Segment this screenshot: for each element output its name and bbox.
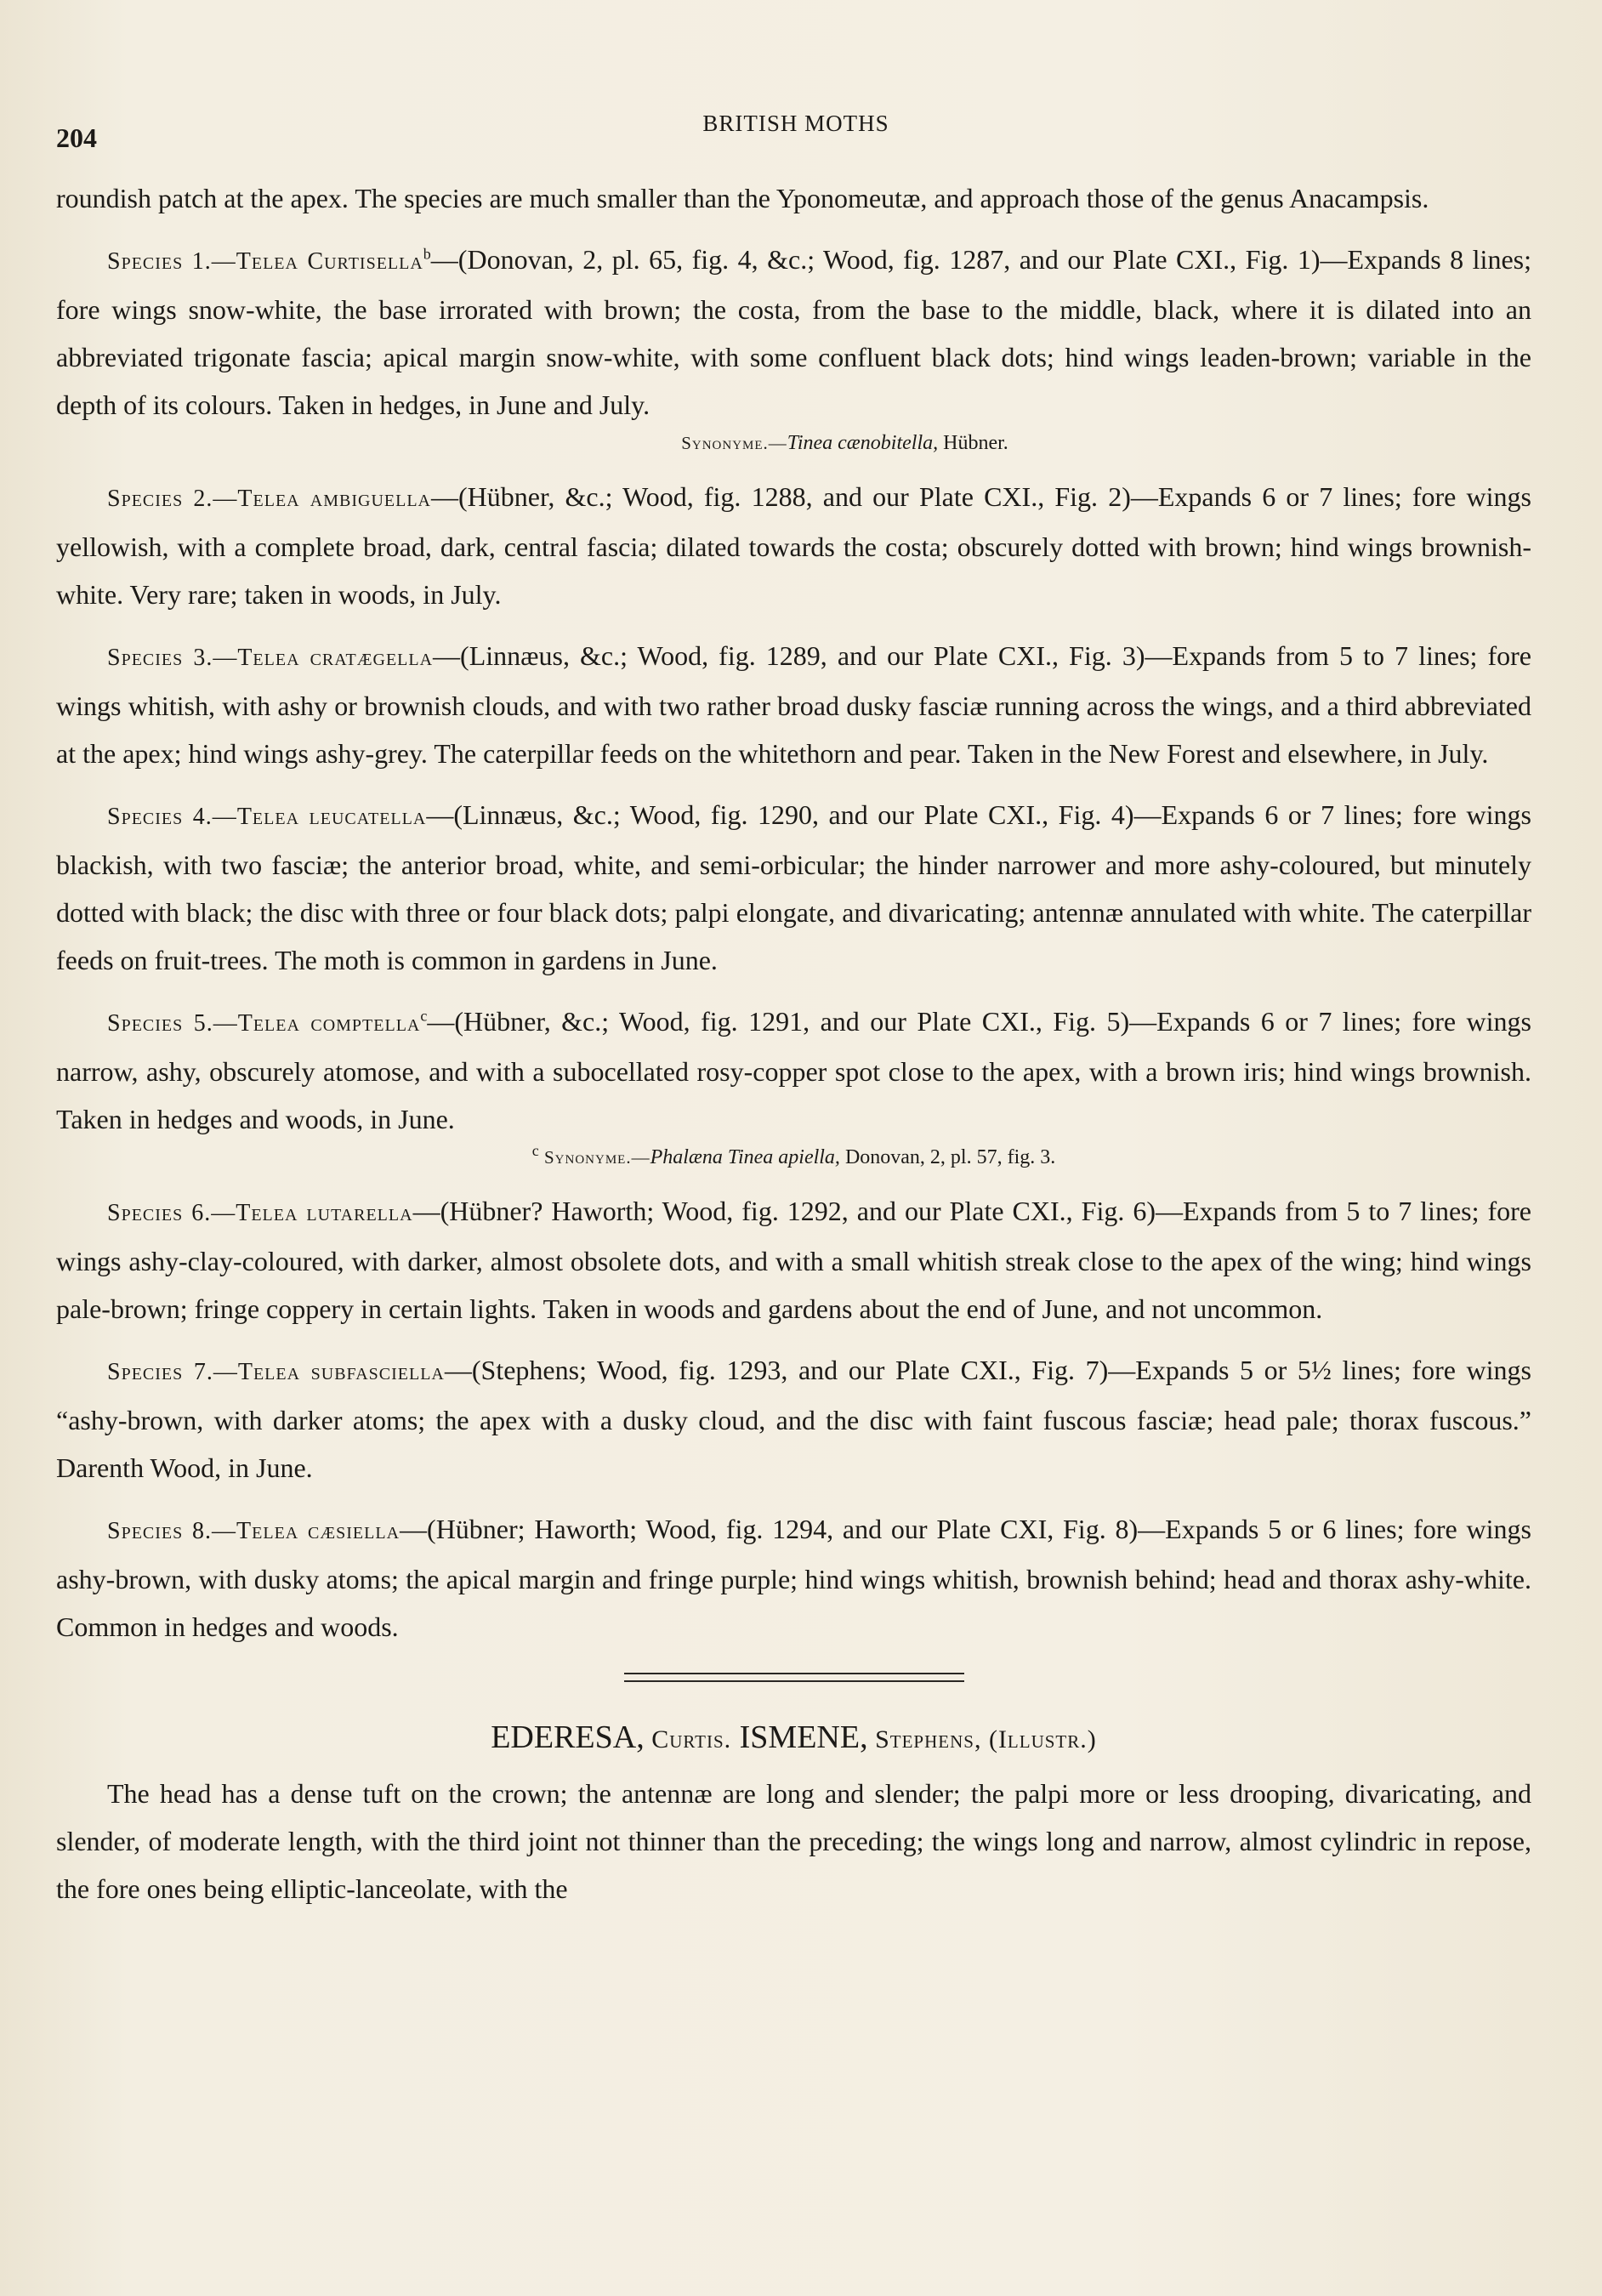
species-description: —(Hübner, &c.; Wood, fig. 1291, and our Plate CXI., Fig. 5)—Expands 6 or 7 lines; fore wings narrow, ashy, obscurely atomose, and with a subocellated rosy-copper spot close to the apex, with a brown iris; hind wings brownish. Taken in hedges and woods, in June. (56, 1006, 1532, 1134)
page-number: 204 (56, 122, 97, 153)
genus-note: (Illustr.) (981, 1725, 1097, 1753)
genus-synonym-author: Stephens, (867, 1725, 982, 1753)
synonym-note (56, 429, 1531, 457)
genus-heading (56, 1716, 1531, 1761)
genus-synonym-name: ISMENE, (731, 1719, 868, 1755)
intro-paragraph: roundish patch at the apex. The species are much smaller than the Yponomeutæ, and approach those of the genus Anacampsis. (56, 183, 1429, 213)
species-paragraph (56, 236, 1531, 429)
species-label: Species 3.— (107, 645, 238, 671)
species-paragraph (56, 473, 1531, 618)
species-description: —(Linnæus, &c.; Wood, fig. 1289, and our Plate CXI., Fig. 3)—Expands from 5 to 7 lines; fore wings whitish, with ashy or brownish clouds, and with two rather broad dusky fasciæ running across the wings, and a third abbreviated at the apex; hind wings ashy-grey. The caterpillar feeds on the whitethorn and pear. Taken in the New Forest and elsewhere, in July. (56, 640, 1532, 769)
species-label: Species 2.— (107, 486, 238, 512)
page-header (56, 111, 1536, 162)
species-paragraph (56, 1505, 1531, 1651)
species-paragraph (56, 791, 1531, 984)
synonym-name: Tinea cænobitella, (787, 432, 939, 454)
species-label: Species 4.— (107, 804, 237, 830)
synonym-author: Hübner. (938, 432, 1008, 454)
synonym-label: Synonyme.— (538, 1147, 650, 1168)
genus-description: The head has a dense tuft on the crown; the antennæ are long and slender; the palpi more or less drooping, divaricating, and slender, of moderate length, with the third joint not thinner than the preceding; the wings long and narrow, almost cylindric in repose, the fore ones being elliptic-lanceolate, with the (56, 1778, 1531, 1904)
species-description: —(Donovan, 2, pl. 65, fig. 4, &c.; Wood, fig. 1287, and our Plate CXI., Fig. 1)—Expands 8 lines; fore wings snow-white, the base irrorated with brown; the costa, from the base to the middle, black, where it is dilated into an abbreviated trigonate fascia; apical margin snow-white, with some confluent black dots; hind wings leaden-brown; variable in the depth of its colours. Taken in hedges, in June and July. (56, 244, 1531, 420)
species-description: —(Hübner, &c.; Wood, fig. 1288, and our Plate CXI., Fig. 2)—Expands 6 or 7 lines; fore wings yellowish, with a complete broad, dark, central fascia; dilated towards the costa; obscurely dotted with brown; hind wings brownish-white. Very rare; taken in woods, in July. (56, 481, 1532, 610)
species-name: Telea comptella (237, 1010, 421, 1037)
species-name: Telea cratægella (237, 645, 434, 671)
species-description: —(Hübner; Haworth; Wood, fig. 1294, and our Plate CXI, Fig. 8)—Expands 5 or 6 lines; fore wings ashy-brown, with dusky atoms; the apical margin and fringe purple; hind wings whitish, brownish behind; head and thorax ashy-white. Common in hedges and woods. (56, 1514, 1531, 1642)
species-label: Species 1.— (107, 248, 236, 275)
synonym-note (56, 1143, 1531, 1172)
genus-author: Curtis. (644, 1725, 732, 1753)
species-paragraph (56, 1346, 1531, 1492)
section-divider (624, 1673, 964, 1682)
genus-name: EDERESA, (491, 1719, 645, 1755)
synonym-name: Phalæna Tinea apiella, (650, 1146, 840, 1168)
species-name: Telea ambiguella (237, 486, 431, 512)
species-label: Species 5.— (107, 1010, 238, 1037)
species-paragraph (56, 997, 1531, 1143)
footnote-mark: c (420, 1007, 428, 1025)
species-paragraph (56, 632, 1531, 777)
species-label: Species 6.— (107, 1200, 236, 1226)
species-paragraph (56, 1187, 1531, 1333)
footnote-mark: c (531, 1142, 539, 1159)
running-head: BRITISH MOTHS (702, 111, 889, 136)
species-description: —(Hübner? Haworth; Wood, fig. 1292, and our Plate CXI., Fig. 6)—Expands from 5 to 7 lines; fore wings ashy-clay-coloured, with darker, almost obsolete dots, and with a small whitish streak close to the apex of the wing; hind wings pale-brown; fringe coppery in certain lights. Taken in woods and gardens about the end of June, and not uncommon. (56, 1196, 1531, 1324)
species-label: Species 8.— (107, 1518, 237, 1544)
species-label: Species 7.— (107, 1359, 238, 1385)
species-name: Telea leucatella (236, 804, 427, 830)
species-name: Telea subfasciella (237, 1359, 445, 1385)
species-name: Telea cæsiella (236, 1518, 400, 1544)
synonym-reference: Donovan, 2, pl. 57, fig. 3. (839, 1146, 1056, 1168)
body-text (56, 174, 1531, 1926)
species-description: —(Linnæus, &c.; Wood, fig. 1290, and our Plate CXI., Fig. 4)—Expands 6 or 7 lines; fore wings blackish, with two fasciæ; the anterior broad, white, and semi-orbicular; the hinder narrower and more ashy-coloured, but minutely dotted with black; the disc with three or four black dots; palpi elongate, and divaricating; antennæ annulated with white. The caterpillar feeds on fruit-trees. The moth is common in gardens in June. (56, 799, 1531, 975)
species-name: Telea Curtisella (236, 248, 423, 275)
species-description: —(Stephens; Wood, fig. 1293, and our Plate CXI., Fig. 7)—Expands 5 or 5½ lines; fore wings “ashy-brown, with darker atoms; the apex with a dusky cloud, and the disc with faint fuscous fasciæ; head pale; thorax fuscous.” Darenth Wood, in June. (56, 1355, 1532, 1483)
species-name: Telea lutarella (236, 1200, 413, 1226)
footnote-mark: b (423, 245, 431, 263)
synonym-label: Synonyme.— (681, 433, 787, 453)
